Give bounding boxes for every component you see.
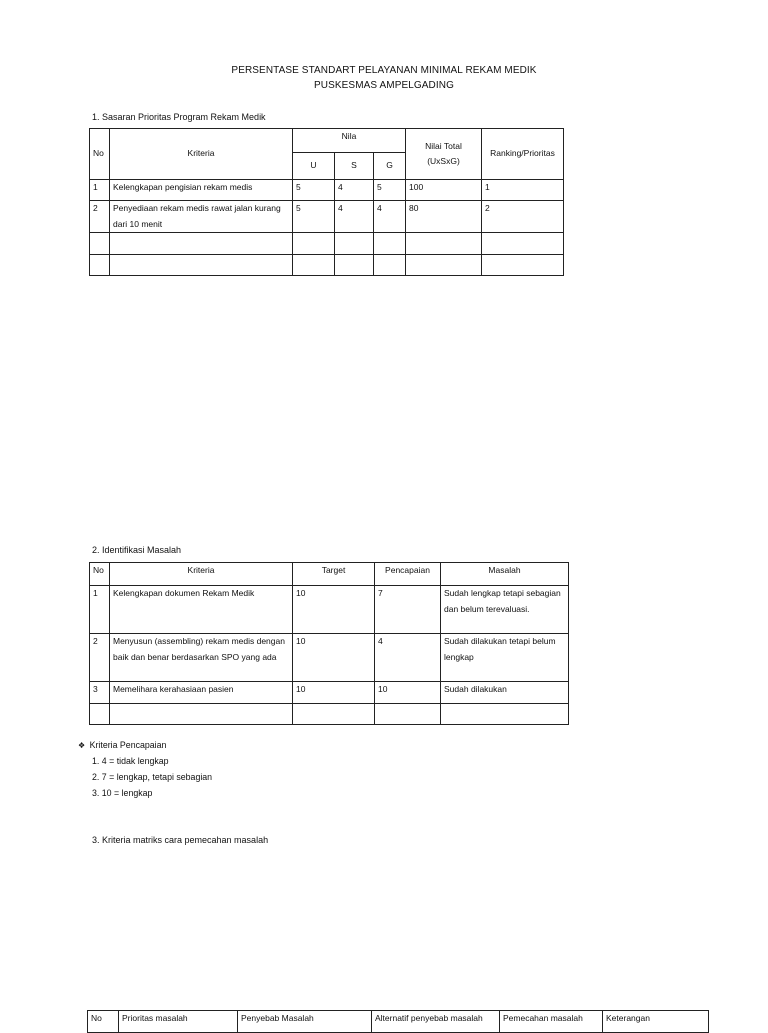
- header-masalah: Masalah: [441, 563, 569, 586]
- document-subtitle: PUSKESMAS AMPELGADING: [314, 80, 454, 91]
- cell-kriteria: [110, 233, 293, 255]
- cell-kriteria: Menyusun (assembling) rekam medis dengan baik dan benar berdasarkan SPO yang ada: [110, 634, 293, 682]
- cell-rank: 2: [482, 201, 564, 233]
- cell-kriteria: Penyediaan rekam medis rawat jalan kurang dari 10 menit: [110, 201, 293, 233]
- list-item: 2. 7 = lengkap, tetapi sebagian: [92, 772, 213, 782]
- section2-heading: 2. Identifikasi Masalah: [92, 545, 182, 555]
- section3-heading: 3. Kriteria matriks cara pemecahan masalah: [92, 835, 269, 845]
- cell-kriteria: Memelihara kerahasiaan pasien: [110, 682, 293, 704]
- criteria-heading: Kriteria Pencapaian: [89, 740, 167, 750]
- cell-target: 10: [293, 586, 375, 634]
- cell-u: [293, 233, 335, 255]
- cell-masalah: Sudah dilakukan: [441, 682, 569, 704]
- problem-identification-table: [89, 562, 569, 725]
- cell-no: 1: [90, 586, 110, 634]
- cell-u: 5: [293, 201, 335, 233]
- header-kriteria: Kriteria: [110, 563, 293, 586]
- cell-total: 100: [406, 180, 482, 201]
- header-pemecahan-masalah: Pemecahan masalah: [500, 1011, 603, 1033]
- cell-masalah: Sudah lengkap tetapi sebagian dan belum terevaluasi.: [441, 586, 569, 634]
- cell-no: [90, 704, 110, 725]
- cell-u: [293, 255, 335, 276]
- header-ranking: Ranking/Prioritas: [482, 129, 564, 180]
- cell-masalah: Sudah dilakukan tetapi belum lengkap: [441, 634, 569, 682]
- priority-table: [89, 128, 564, 276]
- header-nilai-total-line2: (UxSxG): [427, 156, 460, 166]
- cell-total: [406, 255, 482, 276]
- table-row: [90, 682, 569, 704]
- cell-pencapaian: 10: [375, 682, 441, 704]
- cell-rank: 1: [482, 180, 564, 201]
- cell-masalah: [441, 704, 569, 725]
- header-kriteria: Kriteria: [110, 129, 293, 180]
- header-u: U: [293, 153, 335, 180]
- table-row: [90, 180, 564, 201]
- cell-no: 2: [90, 201, 110, 233]
- cell-pencapaian: [375, 704, 441, 725]
- cell-target: [293, 704, 375, 725]
- cell-pencapaian: 4: [375, 634, 441, 682]
- table-row: [90, 255, 564, 276]
- cell-s: 4: [335, 180, 374, 201]
- cell-total: 80: [406, 201, 482, 233]
- cell-g: [374, 255, 406, 276]
- header-pencapaian: Pencapaian: [375, 563, 441, 586]
- document-title: PERSENTASE STANDART PELAYANAN MINIMAL REKAM MEDIK: [231, 65, 537, 76]
- cell-no: 1: [90, 180, 110, 201]
- section1-heading: 1. Sasaran Prioritas Program Rekam Medik: [92, 112, 266, 122]
- cell-kriteria: [110, 255, 293, 276]
- header-nilai-total-line1: Nilai Total: [425, 140, 462, 151]
- header-no: No: [90, 129, 110, 180]
- header-keterangan: Keterangan: [603, 1011, 709, 1033]
- list-item: 1. 4 = tidak lengkap: [92, 756, 169, 766]
- cell-total: [406, 233, 482, 255]
- header-nilai-total: [406, 129, 482, 180]
- cell-no: 2: [90, 634, 110, 682]
- table-row: [90, 201, 564, 233]
- table-row: [90, 704, 569, 725]
- cell-s: [335, 233, 374, 255]
- cell-g: [374, 233, 406, 255]
- header-s: S: [335, 153, 374, 180]
- cell-g: 5: [374, 180, 406, 201]
- cell-no: [90, 233, 110, 255]
- cell-g: 4: [374, 201, 406, 233]
- solution-matrix-table: [87, 1010, 709, 1033]
- cell-rank: [482, 233, 564, 255]
- cell-kriteria: [110, 704, 293, 725]
- cell-target: 10: [293, 634, 375, 682]
- header-target: Target: [293, 563, 375, 586]
- cell-kriteria: Kelengkapan dokumen Rekam Medik: [110, 586, 293, 634]
- header-prioritas-masalah: Prioritas masalah: [119, 1011, 238, 1033]
- criteria-list: [92, 753, 212, 801]
- cell-u: 5: [293, 180, 335, 201]
- header-no: No: [90, 563, 110, 586]
- header-penyebab-masalah: Penyebab Masalah: [238, 1011, 372, 1033]
- header-g: G: [374, 153, 406, 180]
- cell-no: [90, 255, 110, 276]
- criteria-heading-line: [78, 740, 166, 750]
- cell-s: [335, 255, 374, 276]
- table-row: [90, 586, 569, 634]
- list-item: 3. 10 = lengkap: [92, 788, 153, 798]
- cell-rank: [482, 255, 564, 276]
- cell-target: 10: [293, 682, 375, 704]
- table-row: [90, 233, 564, 255]
- cell-kriteria: Kelengkapan pengisian rekam medis: [110, 180, 293, 201]
- cell-no: 3: [90, 682, 110, 704]
- header-nila: Nila: [293, 129, 406, 153]
- cell-s: 4: [335, 201, 374, 233]
- header-no: No: [88, 1011, 119, 1033]
- header-alternatif-penyebab: Alternatif penyebab masalah: [372, 1011, 500, 1033]
- diamond-bullet-icon: ❖: [78, 741, 86, 750]
- table-row: [90, 634, 569, 682]
- cell-pencapaian: 7: [375, 586, 441, 634]
